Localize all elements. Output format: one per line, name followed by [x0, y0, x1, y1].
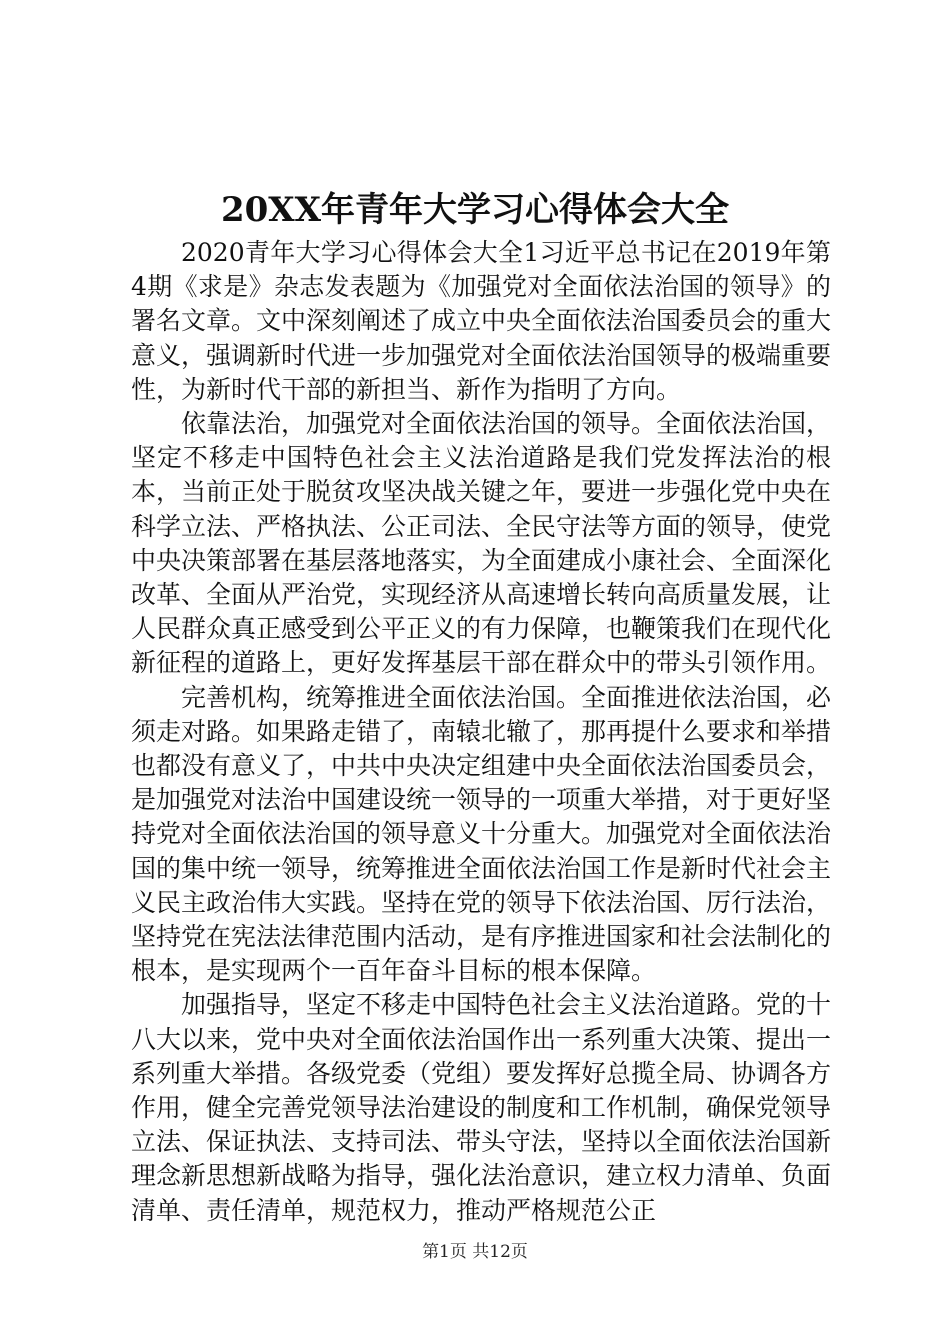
document-body [131, 236, 831, 1228]
page-footer: 第1页 共12页 [422, 1242, 528, 1262]
document-title: 20XX年青年大学习心得体会大全 [220, 190, 730, 230]
paragraph-2: 依靠法治，加强党对全面依法治国的领导。全面依法治国，坚定不移走中国特色社会主义法治道路是我们党发挥法治的根本，当前正处于脱贫攻坚决战关键之年，要进一步强化党中央在科学立法、严格执法、公正司法、全民守法等方面的领导，使党中央决策部署在基层落地落实，为全面建成小康社会、全面深化改革、全面从严治党，实现经济从高速增长转向高质量发展，让人民群众真正感受到公平正义的有力保障，也鞭策我们在现代化新征程的道路上，更好发挥基层干部在群众中的带头引领作用。 [131, 409, 832, 678]
paragraph-4: 加强指导，坚定不移走中国特色社会主义法治道路。党的十八大以来，党中央对全面依法治国作出一系列重大决策、提出一系列重大举措。各级党委（党组）要发挥好总揽全局、协调各方作用，健全完善党领导法治建设的制度和工作机制，确保党领导立法、保证执法、支持司法、带头守法，坚持以全面依法治国新理念新思想新战略为指导，强化法治意识，建立权力清单、负面清单、责任清单，规范权力，推动严格规范公正 [131, 990, 832, 1225]
paragraph-1: 2020青年大学习心得体会大全1习近平总书记在2019年第4期《求是》杂志发表题为《加强党对全面依法治国的领导》的署名文章。文中深刻阐述了成立中央全面依法治国委员会的重大意义，强调新时代进一步加强党对全面依法治国领导的极端重要性，为新时代干部的新担当、新作为指明了方向。 [131, 238, 832, 404]
paragraph-3: 完善机构，统筹推进全面依法治国。全面推进依法治国，必须走对路。如果路走错了，南辕北辙了，那再提什么要求和举措也都没有意义了，中共中央决定组建中央全面依法治国委员会，是加强党对法治中国建设统一领导的一项重大举措，对于更好坚持党对全面依法治国的领导意义十分重大。加强党对全面依法治国的集中统一领导，统筹推进全面依法治国工作是新时代社会主义民主政治伟大实践。坚持在党的领导下依法治国、厉行法治，坚持党在宪法法律范围内活动，是有序推进国家和社会法制化的根本，是实现两个一百年奋斗目标的根本保障。 [131, 682, 832, 986]
